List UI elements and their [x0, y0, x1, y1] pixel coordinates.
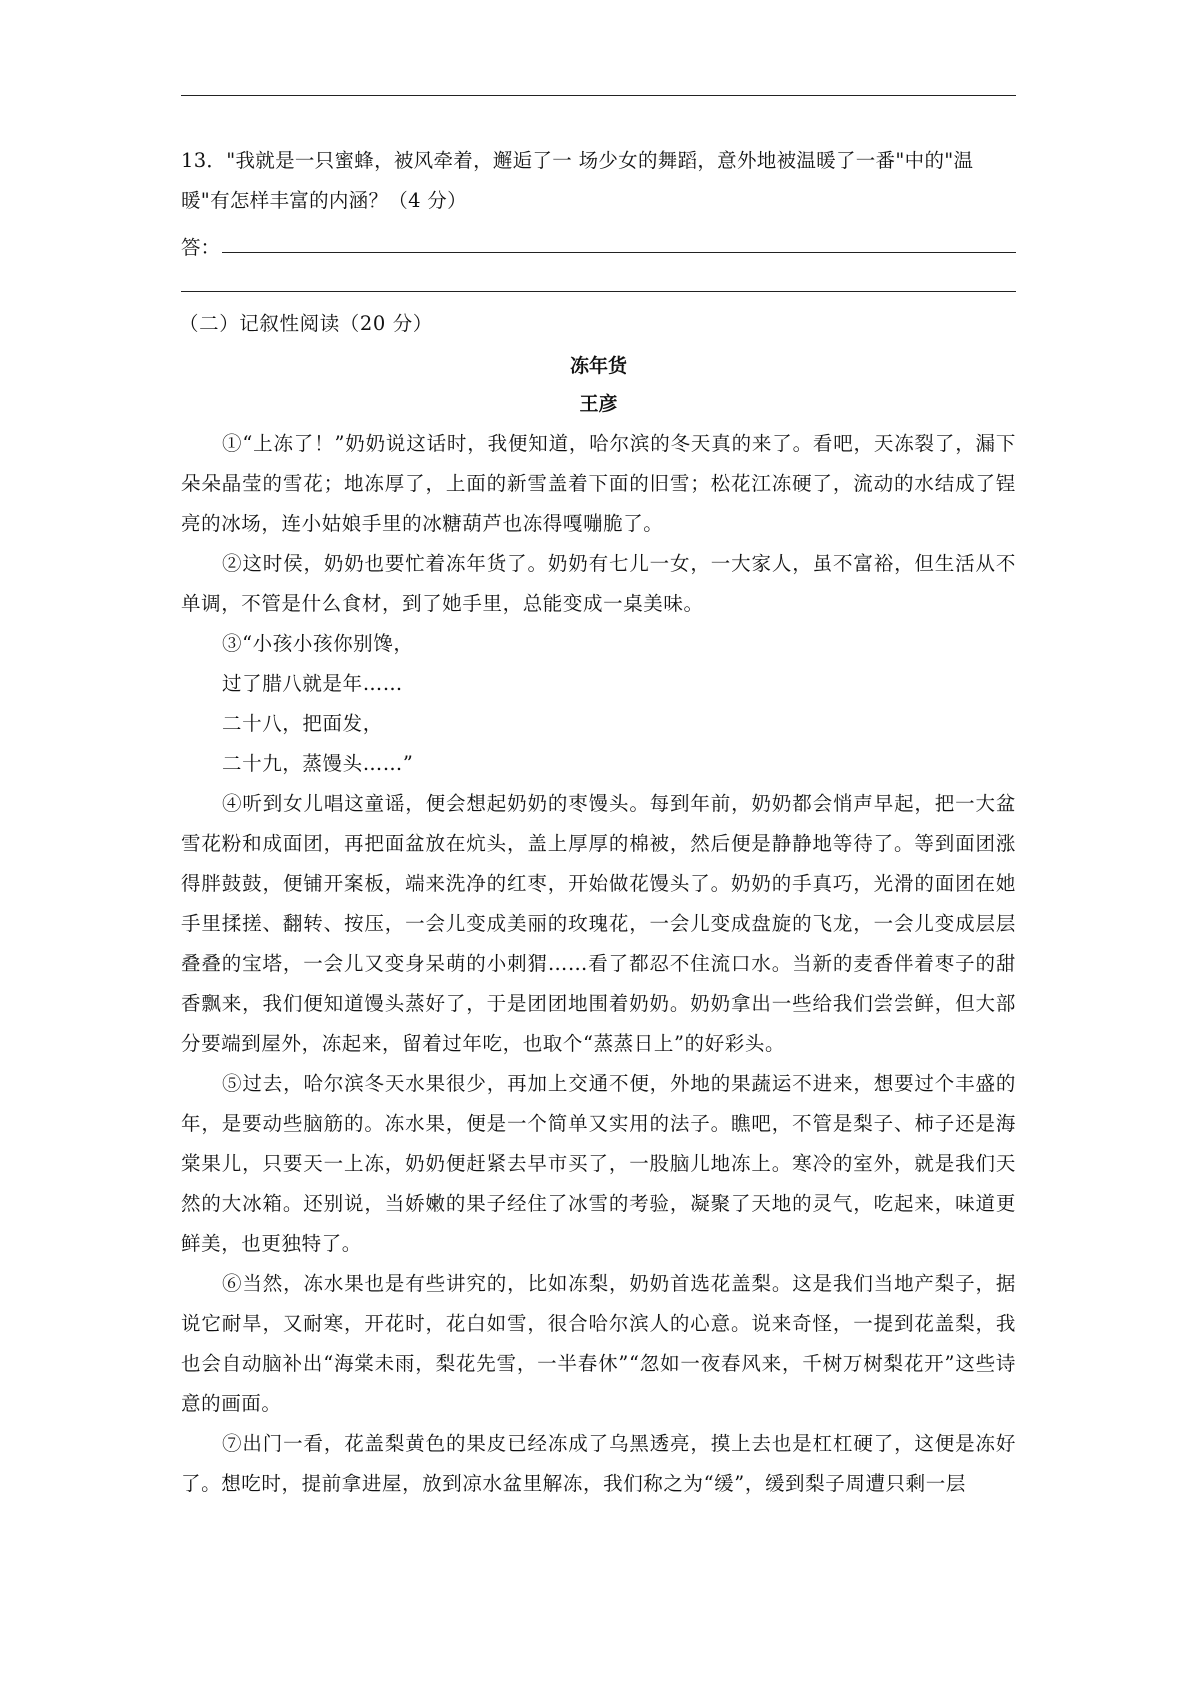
paragraph-1: ①“上冻了！”奶奶说这话时，我便知道，哈尔滨的冬天真的来了。看吧，天冻裂了，漏下朵朵晶莹的雪花；地冻厚了，上面的新雪盖着下面的旧雪；松花江冻硬了，流动的水结成了锃亮的冰场，连小姑娘手里的冰糖葫芦也冻得嘎嘣脆了。 [181, 432, 1016, 535]
paragraph-7: ⑦出门一看，花盖梨黄色的果皮已经冻成了乌黑透亮，摸上去也是杠杠硬了，这便是冻好了。想吃时，提前拿进屋，放到凉水盆里解冻，我们称之为“缓”，缓到梨子周遭只剩一层 [181, 1432, 1016, 1495]
poem-line-1: ③“小孩小孩你别馋， [222, 632, 414, 655]
answer-line-2[interactable] [181, 291, 1016, 292]
paragraph-5: ⑤过去，哈尔滨冬天水果很少，再加上交通不便，外地的果蔬运不进来，想要过个丰盛的年，是要动些脑筋的。冻水果，便是一个简单又实用的法子。瞧吧，不管是梨子、柿子还是海棠果儿，只要天一上冻，奶奶便赶紧去早市买了，一股脑儿地冻上。寒冷的室外，就是我们天然的大冰箱。还别说，当娇嫩的果子经住了冰雪的考验，凝聚了天地的灵气，吃起来，味道更鲜美，也更独特了。 [181, 1072, 1016, 1255]
section-heading: （二）记叙性阅读（20 分） [179, 312, 433, 335]
question-text-line1: 13．"我就是一只蜜蜂，被风牵着，邂逅了一 场少女的舞蹈，意外地被温暖了一番"中的"温 [181, 149, 974, 172]
poem-line-4: 二十九，蒸馒头……” [222, 752, 414, 775]
top-rule [181, 95, 1016, 96]
paragraph-4: ④听到女儿唱这童谣，便会想起奶奶的枣馒头。每到年前，奶奶都会悄声早起，把一大盆雪花粉和成面团，再把面盆放在炕头，盖上厚厚的棉被，然后便是静静地等待了。等到面团涨得胖鼓鼓，便铺开案板，端来洗净的红枣，开始做花馒头了。奶奶的手真巧，光滑的面团在她手里揉搓、翻转、按压，一会儿变成美丽的玫瑰花，一会儿变成盘旋的飞龙，一会儿变成层层叠叠的宝塔，一会儿又变身呆萌的小刺猬……看了都忍不住流口水。当新的麦香伴着枣子的甜香飘来，我们便知道馒头蒸好了，于是团团地围着奶奶。奶奶拿出一些给我们尝尝鲜，但大部分要端到屋外，冻起来，留着过年吃，也取个“蒸蒸日上”的好彩头。 [181, 792, 1016, 1055]
article-body [181, 424, 1016, 1504]
question-text-line2: 暖"有怎样丰富的内涵？（4 分） [181, 189, 467, 212]
answer-label: 答： [181, 236, 221, 259]
poem-line-2: 过了腊八就是年…… [222, 672, 403, 695]
paragraph-6: ⑥当然，冻水果也是有些讲究的，比如冻梨，奶奶首选花盖梨。这是我们当地产梨子，据说它耐旱，又耐寒，开花时，花白如雪，很合哈尔滨人的心意。说来奇怪，一提到花盖梨，我也会自动脑补出“海棠未雨，梨花先雪，一半春休”“忽如一夜春风来，千树万树梨花开”这些诗意的画面。 [181, 1272, 1016, 1415]
poem-line-3: 二十八，把面发， [222, 712, 383, 735]
article-title: 冻年货 [569, 355, 627, 377]
question-13 [181, 141, 1016, 221]
answer-line-1[interactable] [222, 252, 1016, 253]
paragraph-2: ②这时侯，奶奶也要忙着冻年货了。奶奶有七儿一女，一大家人，虽不富裕，但生活从不单调，不管是什么食材，到了她手里，总能变成一桌美味。 [181, 552, 1016, 615]
article-author: 王彦 [579, 393, 618, 415]
